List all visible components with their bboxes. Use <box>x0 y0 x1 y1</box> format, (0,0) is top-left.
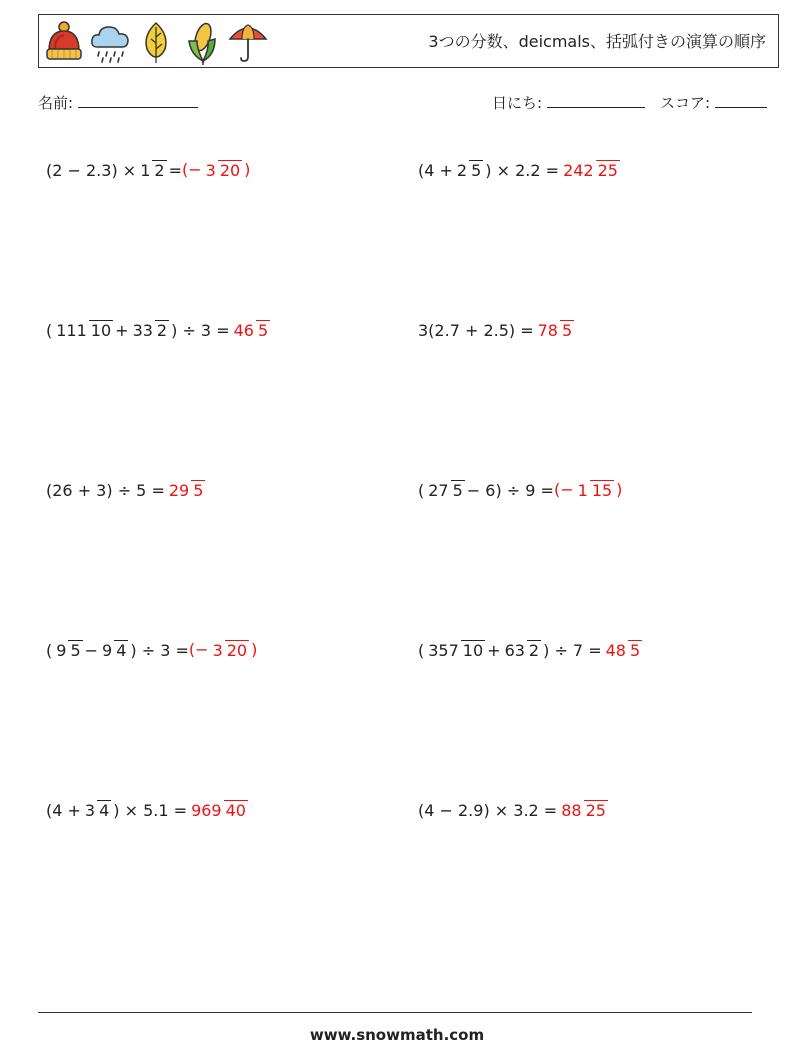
problem-6 <box>418 460 622 520</box>
footer-url[interactable]: www.snowmath.com <box>309 1026 485 1044</box>
expr-right: ) ÷ 3 = <box>171 320 230 340</box>
name-field[interactable] <box>38 92 198 113</box>
fraction: 33 2 <box>132 320 168 340</box>
fraction: 111 10 <box>56 320 112 340</box>
footer-divider <box>38 1012 752 1013</box>
fraction: 27 5 <box>428 480 463 500</box>
problem-9 <box>46 780 250 840</box>
score-label: スコア: <box>660 94 711 112</box>
expr-left: (2 − 2.3) × <box>46 160 137 180</box>
worksheet-title: 3つの分数、deicmals、括弧付きの演算の順序 <box>428 32 766 51</box>
answer: 78 5 <box>537 320 573 340</box>
name-label: 名前: <box>38 94 74 112</box>
answer: 242 25 <box>563 160 618 180</box>
answer: (− 3 20 ) <box>181 159 251 180</box>
rain-cloud-icon <box>89 19 131 65</box>
expression: (26 + 3) ÷ 5 = <box>46 480 165 500</box>
header-icons <box>43 19 269 65</box>
expr-right: ) × 5.1 = <box>113 800 188 820</box>
yellow-leaf-icon <box>135 19 177 65</box>
expression: (4 − 2.9) × 3.2 = <box>418 800 558 820</box>
answer: 29 5 <box>168 480 204 500</box>
open-paren: ( <box>418 640 425 660</box>
answer: 88 25 <box>561 800 606 820</box>
problem-4 <box>418 300 576 360</box>
score-field[interactable] <box>660 92 767 113</box>
fraction: 3 4 <box>84 800 110 820</box>
date-label: 日にち: <box>492 94 543 112</box>
fraction: 9 4 <box>102 640 127 660</box>
open-paren: ( <box>46 320 53 340</box>
fraction: 2 5 <box>456 160 482 180</box>
worksheet-header <box>38 14 779 68</box>
answer: (− 3 20 ) <box>188 639 258 660</box>
problem-10 <box>418 780 610 840</box>
problem-2 <box>418 140 622 200</box>
expr-right: ) × 2.2 = <box>485 160 560 180</box>
date-field[interactable] <box>492 92 645 113</box>
problem-8 <box>418 620 644 680</box>
corn-icon <box>181 19 223 65</box>
problem-5 <box>46 460 207 520</box>
score-blank[interactable] <box>715 94 767 108</box>
expr-right: − 6) ÷ 9 = <box>466 480 554 500</box>
expr-right: ) ÷ 7 = <box>543 640 602 660</box>
expr-left: ( <box>418 480 425 500</box>
operator: + <box>115 320 129 340</box>
fraction: 63 2 <box>504 640 540 660</box>
beanie-hat-icon <box>43 19 85 65</box>
fraction: 9 5 <box>56 640 81 660</box>
answer: (− 1 15 ) <box>553 479 623 500</box>
name-blank[interactable] <box>78 94 198 108</box>
open-paren: ( <box>46 640 53 660</box>
expr-right: = <box>168 160 182 180</box>
problem-1 <box>46 140 250 200</box>
expr-right: ) ÷ 3 = <box>130 640 189 660</box>
answer: 48 5 <box>605 640 641 660</box>
operator: + <box>487 640 501 660</box>
answer: 46 5 <box>233 320 269 340</box>
expr-left: (4 + <box>418 160 453 180</box>
fraction: 1 2 <box>140 160 165 180</box>
answer: 969 40 <box>191 800 246 820</box>
problem-7 <box>46 620 257 680</box>
fraction: 357 10 <box>428 640 484 660</box>
umbrella-icon <box>227 19 269 65</box>
expression: 3(2.7 + 2.5) = <box>418 320 534 340</box>
problem-3 <box>46 300 272 360</box>
expr-left: (4 + <box>46 800 81 820</box>
date-blank[interactable] <box>547 94 645 108</box>
operator: − <box>84 640 99 660</box>
